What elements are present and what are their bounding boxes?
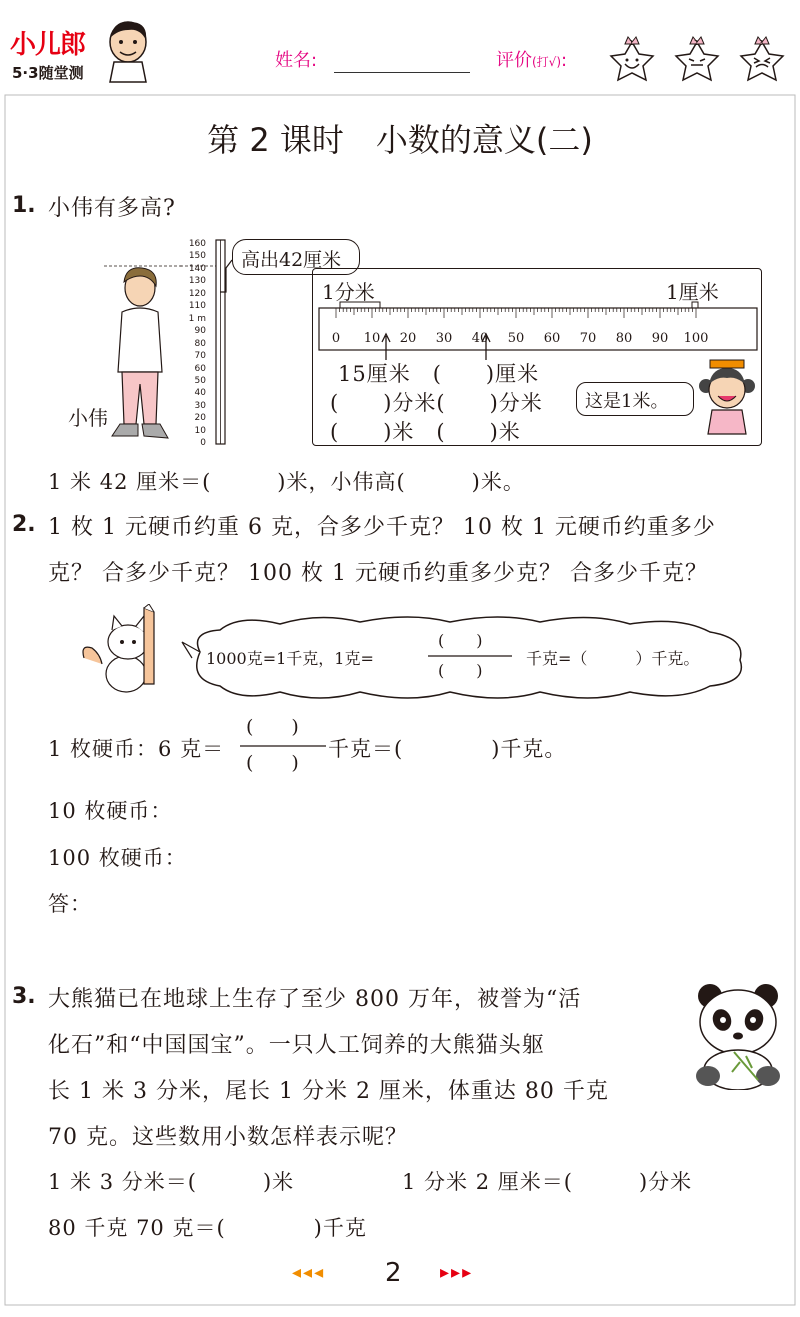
ruler-tick-label: 100 xyxy=(683,331,709,346)
ruler-tick-label: 50 xyxy=(507,331,525,346)
ruler-tick-label: 60 xyxy=(543,331,561,346)
next-page-arrows-icon[interactable]: ▸▸▸ xyxy=(440,1262,474,1283)
logo-title: 小儿郎 xyxy=(10,30,86,60)
centimeter-bracket xyxy=(692,302,698,308)
prev-page-arrows-icon[interactable]: ◂◂◂ xyxy=(292,1262,326,1283)
page-number: 2 xyxy=(385,1258,402,1288)
meter-ruler xyxy=(318,300,758,364)
rating-stars[interactable] xyxy=(606,32,796,84)
cloud-fraction-denominator[interactable]: ( ) xyxy=(438,661,483,680)
ruler-tick-label: 30 xyxy=(435,331,453,346)
boy-mascot-icon xyxy=(104,18,156,84)
evaluation-label: 评价(打√): xyxy=(496,50,568,71)
girl-figure-icon xyxy=(696,356,756,444)
ruler-tick-label: 10 xyxy=(363,331,381,346)
person-label: 小伟 xyxy=(68,406,108,430)
ruler-tick-label: 90 xyxy=(651,331,669,346)
coin1-line-a: 1 枚硬币：6 克＝ xyxy=(48,737,225,761)
height-difference-bubble: 高出42厘米 xyxy=(232,239,360,275)
cat-with-pencil-icon xyxy=(80,604,170,696)
ruler-fill-row-1[interactable]: 15厘米 ( )厘米 xyxy=(338,362,540,386)
q1-number: 1. xyxy=(12,193,36,218)
cloud-fraction-numerator[interactable]: ( ) xyxy=(438,631,483,650)
q3-fill-1[interactable]: 1 米 3 分米＝( )米 xyxy=(48,1170,295,1194)
q3-fill-2[interactable]: 1 分米 2 厘米＝( )分米 xyxy=(402,1170,693,1194)
coin100-line[interactable]: 100 枚硬币： xyxy=(48,846,187,870)
panda-icon xyxy=(688,980,788,1090)
cloud-text-a: 1000克=1千克，1克= xyxy=(206,649,374,668)
q1-text: 小伟有多高? xyxy=(48,196,176,221)
coin1-line-b[interactable]: 千克＝( )千克。 xyxy=(328,737,567,761)
star-number-1: 1 xyxy=(629,39,634,47)
ruler-tick-label: 40 xyxy=(471,331,489,346)
q2-text-line-2: 克？ 合多少千克？ 100 枚 1 元硬币约重多少克？ 合多少千克？ xyxy=(48,561,708,586)
name-input-line[interactable] xyxy=(334,72,470,73)
cloud-text-b[interactable]: 千克=（ ）千克。 xyxy=(526,649,700,668)
q1-answer-line[interactable]: 1 米 42 厘米＝( )米，小伟高( )米。 xyxy=(48,470,525,494)
q2-answer[interactable]: 答： xyxy=(48,892,92,916)
q3-number: 3. xyxy=(12,984,36,1009)
star-number-3: 3 xyxy=(759,39,764,47)
q3-text-line-4: 70 克。这些数用小数怎样表示呢？ xyxy=(48,1125,408,1150)
q2-number: 2. xyxy=(12,512,36,537)
ruler-tick-label: 70 xyxy=(579,331,597,346)
girl-speech-bubble: 这是1米。 xyxy=(576,382,694,416)
decimeter-bracket xyxy=(340,302,380,308)
coin1-fraction-denominator[interactable]: ( ) xyxy=(246,752,299,774)
ruler-fill-row-3[interactable]: ( )米 ( )米 xyxy=(330,420,521,444)
ruler-tick-label: 80 xyxy=(615,331,633,346)
name-label: 姓名: xyxy=(275,50,318,71)
ruler-tick-label: 20 xyxy=(399,331,417,346)
ruler-fill-row-2[interactable]: ( )分米( )分米 xyxy=(330,391,543,415)
q3-fill-3[interactable]: 80 千克 70 克＝( )千克 xyxy=(48,1216,367,1240)
ruler-centimeter-label: 1厘米 xyxy=(666,280,719,304)
boy-figure-icon xyxy=(104,264,178,446)
q3-text-line-2: 化石”和“中国国宝”。一只人工饲养的大熊猫头躯 xyxy=(48,1033,545,1058)
coin10-line[interactable]: 10 枚硬币： xyxy=(48,799,173,823)
coin1-fraction-numerator[interactable]: ( ) xyxy=(246,716,299,738)
q2-text-line-1: 1 枚 1 元硬币约重 6 克，合多少千克？ 10 枚 1 元硬币约重多少 xyxy=(48,515,716,540)
logo-subtitle: 5·3随堂测 xyxy=(12,64,84,82)
star-number-2: 2 xyxy=(694,39,699,47)
ruler-decimeter-label: 1分米 xyxy=(322,280,375,304)
page-title: 第 2 课时 小数的意义(二) xyxy=(207,121,593,159)
height-scale-labels: 160 150 140 130 120 110 1 m 90 80 70 60 50 40 30 20 10 0 xyxy=(188,239,206,449)
q3-text-line-3: 长 1 米 3 分米，尾长 1 分米 2 厘米，体重达 80 千克 xyxy=(48,1079,609,1104)
q3-text-line-1: 大熊猫已在地球上生存了至少 800 万年，被誉为“活 xyxy=(48,987,582,1012)
ruler-tick-label: 0 xyxy=(331,331,341,346)
